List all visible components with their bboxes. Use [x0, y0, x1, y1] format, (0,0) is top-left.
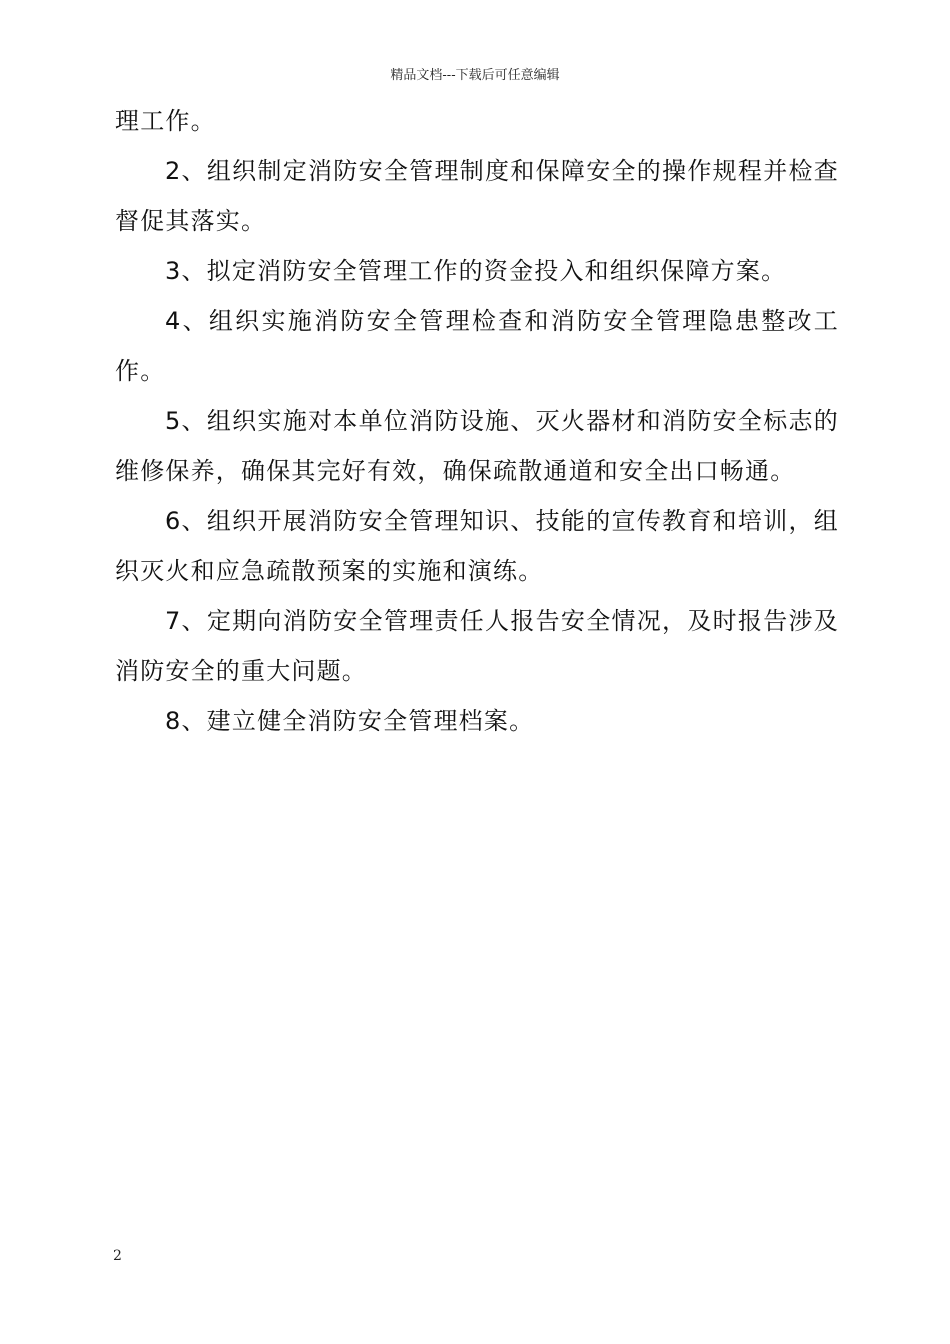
paragraph-item-4: 4、组织实施消防安全管理检查和消防安全管理隐患整改工作。: [115, 307, 839, 385]
paragraph-item-8: 8、建立健全消防安全管理档案。: [165, 707, 535, 735]
paragraph-item-3: 3、拟定消防安全管理工作的资金投入和组织保障方案。: [165, 257, 787, 285]
paragraph-continuation: 理工作。: [115, 107, 216, 135]
paragraph-item-6: 6、组织开展消防安全管理知识、技能的宣传教育和培训，组织灭火和应急疏散预案的实施和演练。: [115, 507, 839, 585]
document-body: [115, 96, 839, 746]
paragraph-item-7: 7、定期向消防安全管理责任人报告安全情况，及时报告涉及消防安全的重大问题。: [115, 607, 839, 685]
paragraph-item-5: 5、组织实施对本单位消防设施、灭火器材和消防安全标志的维修保养，确保其完好有效，确保疏散通道和安全出口畅通。: [115, 407, 839, 485]
page-header: 精品文档---下载后可任意编辑: [390, 68, 560, 83]
paragraph-item-2: 2、组织制定消防安全管理制度和保障安全的操作规程并检查督促其落实。: [115, 157, 839, 235]
page-number: 2: [113, 1248, 122, 1264]
